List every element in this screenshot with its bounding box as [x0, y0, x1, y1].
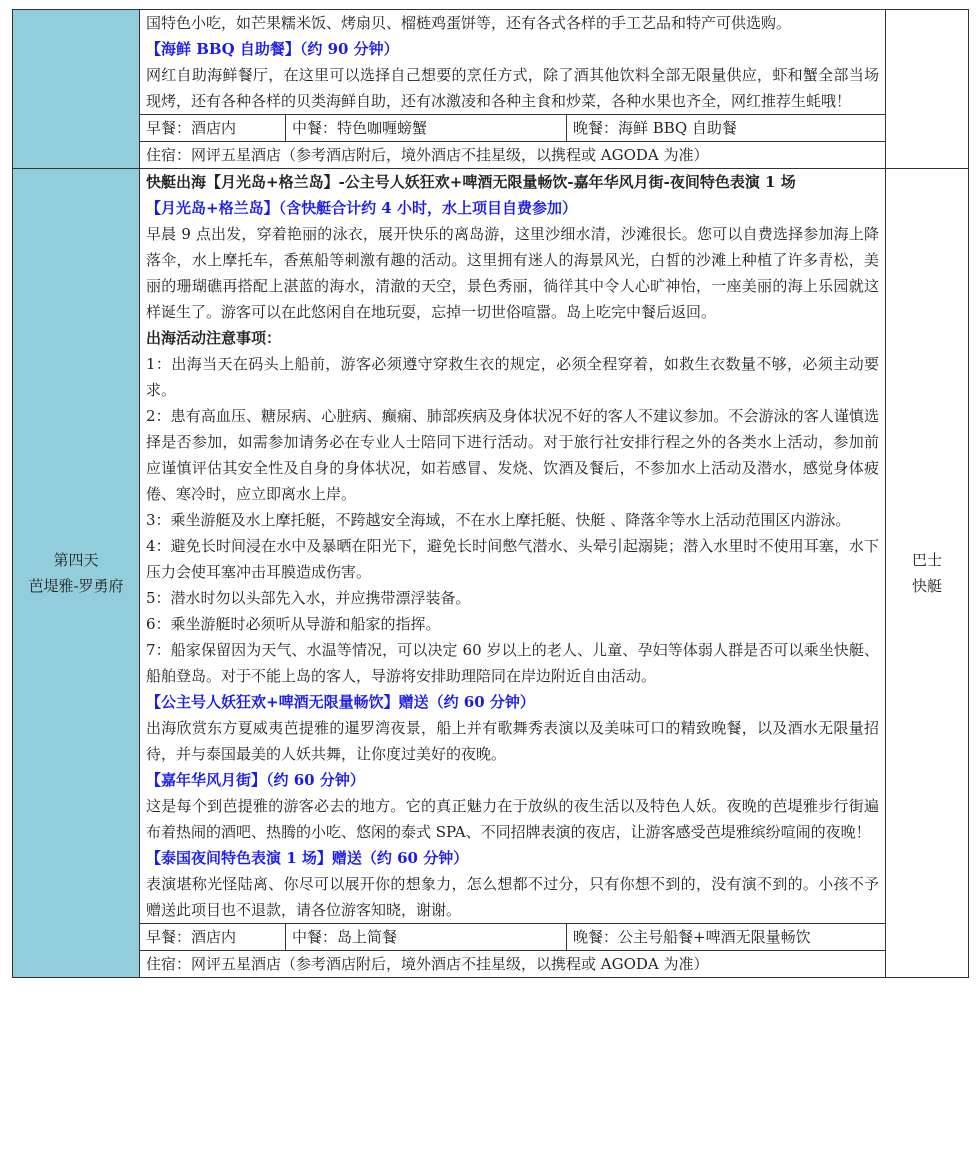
day4-route-label: 芭堤雅-罗勇府 — [28, 577, 124, 595]
day4-content-cell — [140, 169, 886, 924]
day4-notice-7: 7：船家保留因为天气、水温等情况，可以决定 60 岁以上的老人、儿童、孕妇等体弱人群是否可以乘坐快艇、船舶登岛。对于不能上岛的客人，导游将安排助理陪同在岸边附近自由活动。 — [146, 641, 879, 685]
day3-content-row — [13, 10, 969, 115]
day4-notice-3: 3：乘坐游艇及水上摩托艇，不跨越安全海域，不在水上摩托艇、快艇 、降落伞等水上活动范围区内游泳。 — [146, 511, 851, 529]
day4-breakfast: 早餐：酒店内 — [140, 924, 286, 950]
day4-princess-heading: 【公主号人妖狂欢+啤酒无限量畅饮】赠送（约 60 分钟） — [146, 693, 535, 711]
day4-meals — [140, 924, 885, 950]
day4-notice-5: 5：潜水时勿以头部先入水，并应携带漂浮装备。 — [146, 589, 471, 607]
day4-transport-cell — [886, 169, 969, 978]
day4-transport-boat: 快艇 — [911, 577, 942, 595]
day4-island-text: 早晨 9 点出发，穿着艳丽的泳衣，展开快乐的离岛游，这里沙细水清，沙滩很长。您可以自费选择参加海上降落伞，水上摩托车，香蕉船等刺激有趣的活动。这里拥有迷人的海景风光，白皙的沙滩上种植了许多青松，美丽的珊瑚礁再搭配上湛蓝的海水，清澈的天空，景色秀丽，徜徉其中令人心旷神怡，一座美丽的海上乐园就这样诞生了。游客可以在此悠闲自在地玩耍，忘掉一切世俗喧嚣。岛上吃完中餐后返回。 — [146, 225, 879, 321]
day4-notice-6: 6：乘坐游艇时必须听从导游和船家的指挥。 — [146, 615, 441, 633]
day4-carnival-heading: 【嘉年华风月街】（约 60 分钟） — [146, 771, 365, 789]
day4-notice-heading: 出海活动注意事项： — [146, 329, 282, 347]
day4-lodging: 住宿：网评五星酒店（参考酒店附后，境外酒店不挂星级，以携程或 AGODA 为准） — [140, 951, 886, 978]
day4-meals-cell — [140, 924, 886, 951]
day4-day-label: 第四天 — [53, 551, 99, 569]
day3-transport-cell — [886, 10, 969, 169]
day3-lodging-row — [13, 142, 969, 169]
day3-lunch: 中餐：特色咖喱螃蟹 — [286, 115, 567, 141]
day4-island-heading: 【月光岛+格兰岛】（含快艇合计约 4 小时，水上项目自费参加） — [146, 199, 577, 217]
day4-day-cell — [13, 169, 140, 978]
day3-meals-row — [13, 115, 969, 142]
day3-bbq-heading: 【海鲜 BBQ 自助餐】（约 90 分钟） — [146, 40, 399, 58]
day4-show-heading: 【泰国夜间特色表演 1 场】赠送（约 60 分钟） — [146, 849, 469, 867]
day3-lodging: 住宿：网评五星酒店（参考酒店附后，境外酒店不挂星级，以携程或 AGODA 为准） — [140, 142, 886, 169]
day4-show-text: 表演堪称光怪陆离、你尽可以展开你的想象力，怎么想都不过分，只有你想不到的，没有演不到的。小孩不予赠送此项目也不退款，请各位游客知晓，谢谢。 — [146, 875, 879, 919]
day4-notice-1: 1：出海当天在码头上船前，游客必须遵守穿救生衣的规定，必须全程穿着，如救生衣数量不够，必须主动要求。 — [146, 355, 879, 399]
day3-bbq-text: 网红自助海鲜餐厅，在这里可以选择自己想要的烹任方式，除了酒其他饮料全部无限量供应，虾和蟹全部当场现烤，还有各种各样的贝类海鲜自助，还有冰激凌和各种主食和炒菜，各种水果也齐全，网红推荐生蚝哦！ — [146, 66, 879, 110]
day4-carnival-text: 这是每个到芭提雅的游客必去的地方。它的真正魅力在于放纵的夜生活以及特色人妖。夜晚的芭堤雅步行街遍布着热闹的酒吧、热腾的小吃、悠闲的泰式 SPA、不同招牌表演的夜店，让游客感受芭堤雅缤纷喧闹的夜晚！ — [146, 797, 879, 841]
day4-notice-2: 2：患有高血压、糖尿病、心脏病、癫痫、肺部疾病及身体状况不好的客人不建议参加。不会游泳的客人谨慎选择是否参加，如需参加请务必在专业人士陪同下进行活动。对于旅行社安排行程之外的各类水上活动，参加前应谨慎评估其安全性及自身的身体状况，如若感冒、发烧、饮酒及餐后，不参加水上活动及潜水，感觉身体疲倦、寒冷时，应立即离水上岸。 — [146, 407, 879, 503]
day4-title: 快艇出海【月光岛+格兰岛】-公主号人妖狂欢+啤酒无限量畅饮-嘉年华风月街-夜间特色表演 1 场 — [146, 173, 796, 191]
itinerary-page — [12, 9, 968, 978]
day4-notice-4: 4：避免长时间浸在水中及暴晒在阳光下，避免长时间憋气潜水、头晕引起溺毙；潜入水里时不使用耳塞，水下压力会使耳塞冲击耳膜造成伤害。 — [146, 537, 879, 581]
day3-content-cell — [140, 10, 886, 115]
day4-dinner: 晚餐：公主号船餐+啤酒无限量畅饮 — [573, 928, 811, 946]
day3-meals — [140, 115, 885, 141]
day4-lodging-row — [13, 951, 969, 978]
day3-breakfast: 早餐：酒店内 — [140, 115, 286, 141]
day4-meals-row — [13, 924, 969, 951]
day3-intro-tail: 国特色小吃，如芒果糯米饭、烤扇贝、榴梿鸡蛋饼等，还有各式各样的手工艺品和特产可供选购。 — [146, 14, 792, 32]
day4-princess-text: 出海欣赏东方夏威夷芭提雅的暹罗湾夜景，船上并有歌舞秀表演以及美味可口的精致晚餐，以及酒水无限量招待，并与泰国最美的人妖共舞，让你度过美好的夜晚。 — [146, 719, 879, 763]
day3-day-cell — [13, 10, 140, 169]
day4-lunch: 中餐：岛上简餐 — [286, 924, 567, 950]
day3-meals-cell — [140, 115, 886, 142]
day4-transport-bus: 巴士 — [911, 551, 942, 569]
day3-dinner: 晚餐：海鲜 BBQ 自助餐 — [573, 119, 737, 137]
day4-content-row — [13, 169, 969, 924]
itinerary-table — [12, 9, 969, 978]
